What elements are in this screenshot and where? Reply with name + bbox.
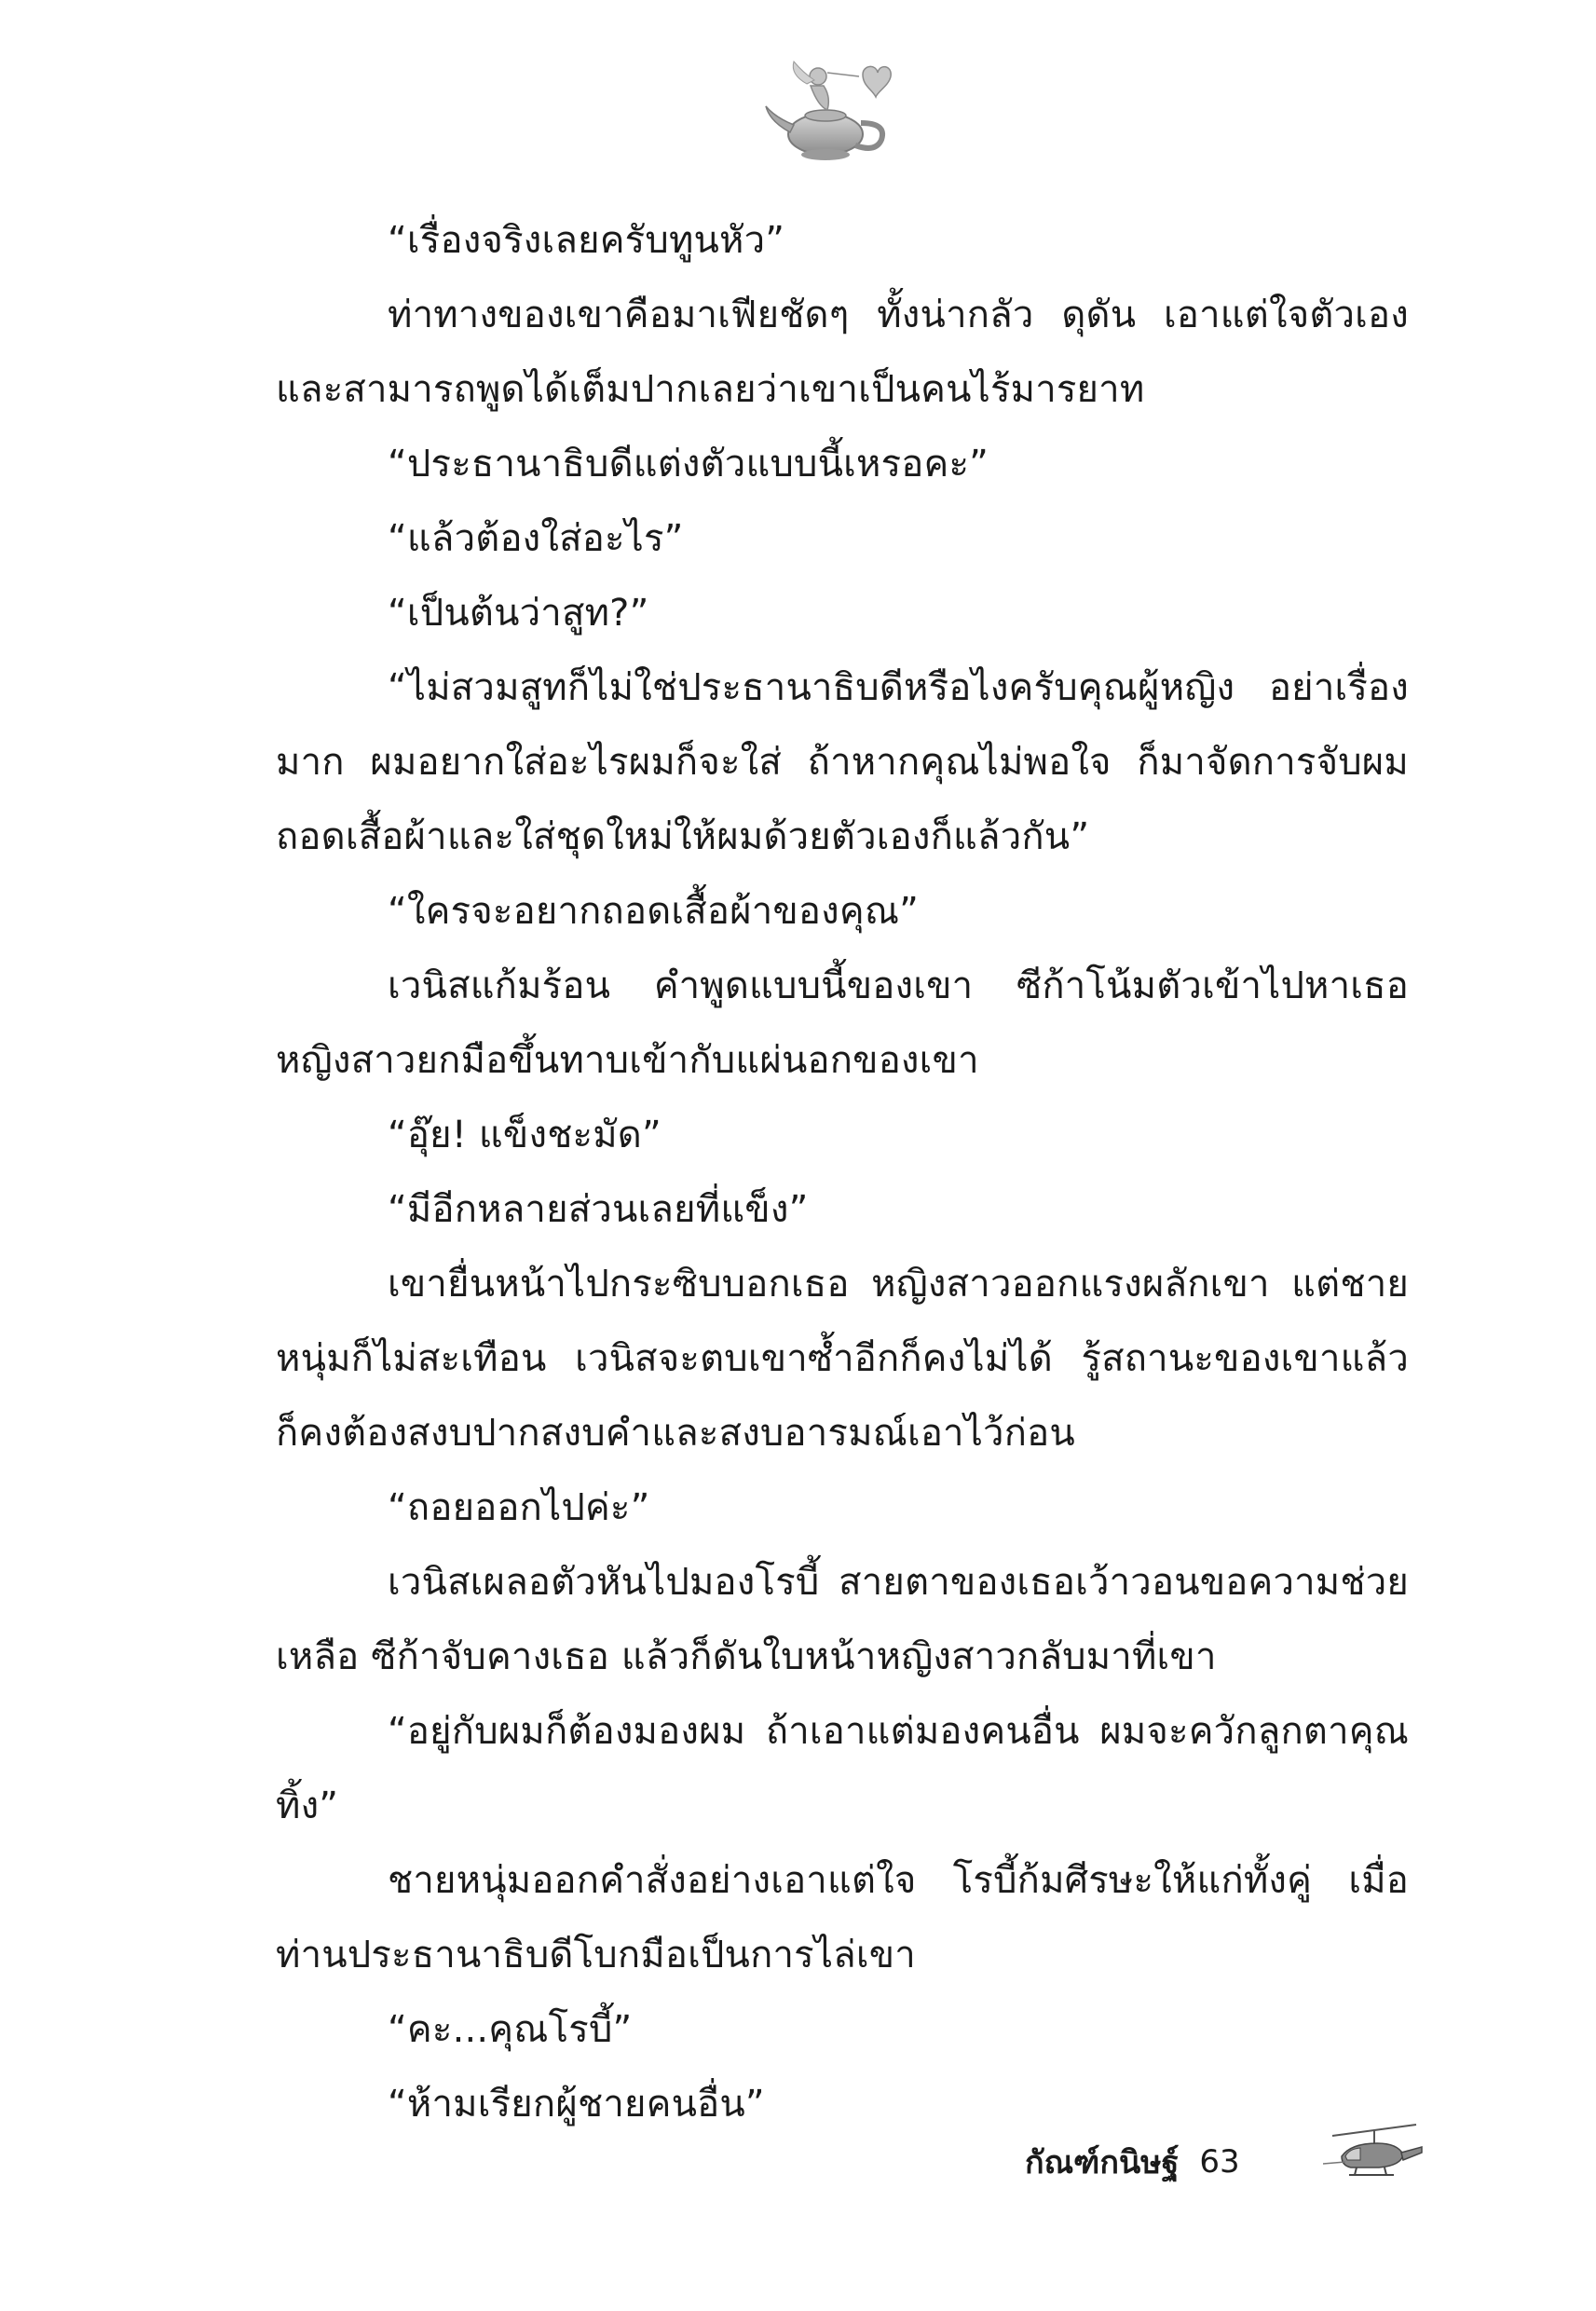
- paragraph: “ใครจะอยากถอดเสื้อผ้าของคุณ”: [388, 890, 920, 933]
- paragraph: “ไม่สวมสูทก็ไม่ใช่ประธานาธิบดีหรือไงครับคุณผู้หญิง อย่าเรื่องมาก ผมอยากใส่อะไรผมก็จะใส่ ถ้าหากคุณไม่พอใจ ก็มาจัดการจับผมถอดเสื้อผ้าและใส่ชุดใหม่ให้ผมด้วยตัวเองก็แล้วกัน”: [276, 666, 1409, 858]
- teapot-cupid-ornament-icon: [762, 48, 902, 170]
- paragraph: “เรื่องจริงเลยครับทูนหัว”: [388, 219, 785, 262]
- paragraph: “ประธานาธิบดีแต่งตัวแบบนี้เหรอคะ”: [388, 443, 989, 485]
- paragraph: “อยู่กับผมก็ต้องมองผม ถ้าเอาแต่มองคนอื่น ผมจะควักลูกตาคุณทิ้ง”: [276, 1710, 1409, 1827]
- paragraph: “คะ...คุณโรบี้”: [388, 2008, 633, 2051]
- paragraph: “ถอยออกไปค่ะ”: [388, 1486, 650, 1529]
- paragraph: “มีอีกหลายส่วนเลยที่แข็ง”: [388, 1188, 809, 1231]
- paragraph: เวนิสแก้มร้อน คำพูดแบบนี้ของเขา ซีก้าโน้มตัวเข้าไปหาเธอ หญิงสาวยกมือขึ้นทาบเข้ากับแผ่นอกของเขา: [276, 964, 1409, 1082]
- page-footer: [1025, 2134, 1240, 2190]
- paragraph: เขายื่นหน้าไปกระซิบบอกเธอ หญิงสาวออกแรงผลักเขา แต่ชายหนุ่มก็ไม่สะเทือน เวนิสจะตบเขาซ้ำอีกก็คงไม่ได้ รู้สถานะของเขาแล้ว ก็คงต้องสงบปากสงบคำและสงบอารมณ์เอาไว้ก่อน: [276, 1263, 1409, 1455]
- book-title: กัณฑ์กนิษฐ์: [1025, 2144, 1180, 2181]
- page-number: 63: [1199, 2143, 1240, 2181]
- paragraph: “ห้ามเรียกผู้ชายคนอื่น”: [388, 2083, 765, 2126]
- helicopter-icon: [1323, 2115, 1425, 2190]
- paragraph: “เป็นต้นว่าสูท?”: [388, 592, 649, 635]
- paragraph: ชายหนุ่มออกคำสั่งอย่างเอาแต่ใจ โรบี้ก้มศีรษะให้แก่ทั้งคู่ เมื่อท่านประธานาธิบดีโบกมือเป็นการไล่เขา: [276, 1859, 1409, 1976]
- paragraph: เวนิสเผลอตัวหันไปมองโรบี้ สายตาของเธอเว้าวอนขอความช่วยเหลือ ซีก้าจับคางเธอ แล้วก็ดันใบหน้าหญิงสาวกลับมาที่เขา: [276, 1561, 1409, 1678]
- paragraph: “แล้วต้องใส่อะไร”: [388, 517, 684, 560]
- body-text: [276, 203, 1409, 2141]
- paragraph: ท่าทางของเขาคือมาเฟียชัดๆ ทั้งน่ากลัว ดุดัน เอาแต่ใจตัวเอง และสามารถพูดได้เต็มปากเลยว่าเขาเป็นคนไร้มารยาท: [276, 294, 1409, 411]
- paragraph: “อุ๊ย! แข็งชะมัด”: [388, 1114, 662, 1156]
